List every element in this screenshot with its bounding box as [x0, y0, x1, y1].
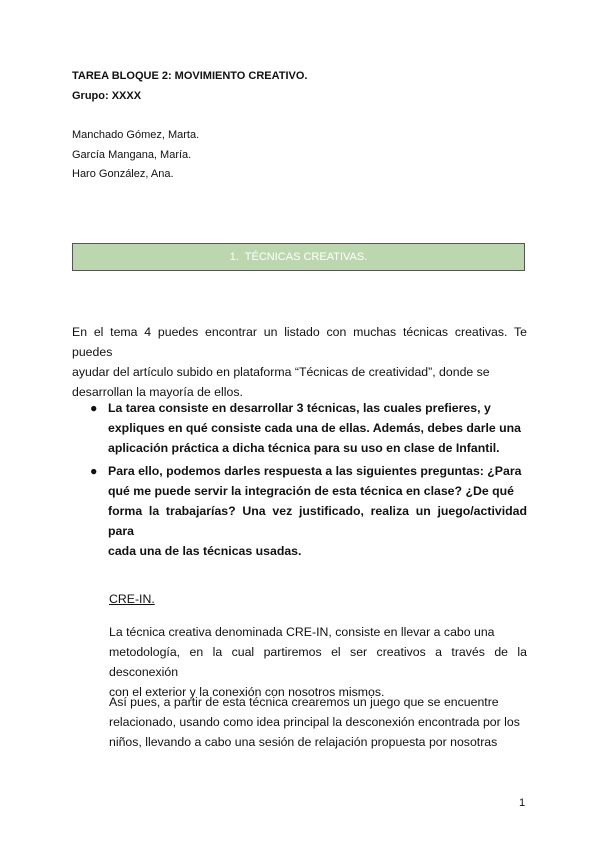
paragraph-line: metodología, en la cual partiremos el ser creativos a través de la desconexión [109, 645, 527, 679]
author-line: Manchado Gómez, Marta. [72, 129, 200, 141]
technique-paragraph [109, 622, 527, 702]
group-label: Grupo: XXXX [72, 90, 142, 102]
intro-line: desarrollan la mayoría de ellos. [72, 385, 243, 399]
bullet-line: Para ello, podemos darles respuesta a las siguientes preguntas: ¿Para [108, 464, 522, 478]
section-heading: 1. TÉCNICAS CREATIVAS. [229, 251, 368, 263]
bullet-item [90, 461, 527, 561]
page-number: 1 [519, 797, 526, 809]
technique-title: CRE-IN. [109, 592, 155, 606]
bullet-dot-icon: ● [90, 464, 98, 478]
technique-paragraph [109, 692, 527, 752]
bullet-line: expliques en qué consiste cada una de ellas. Además, debes darle una [108, 421, 522, 435]
bullet-dot-icon: ● [90, 401, 98, 415]
paragraph-line: Así pues, a partir de esta técnica crearemos un juego que se encuentre [109, 695, 499, 709]
paragraph-line: con el exterior y la conexión con nosotros mismos. [109, 685, 385, 699]
document-title: TAREA BLOQUE 2: MOVIMIENTO CREATIVO. [72, 70, 308, 82]
paragraph-line: La técnica creativa denominada CRE-IN, consiste en llevar a cabo una [109, 625, 495, 639]
author-line: García Mangana, María. [72, 149, 192, 161]
bullet-item [90, 398, 527, 458]
bullet-line: aplicación práctica a dicha técnica para su uso en clase de Infantil. [108, 441, 500, 455]
paragraph-line: niños, llevando a cabo una sesión de relajación propuesta por nosotras [109, 735, 498, 749]
intro-line: ayudar del artículo subido en plataforma “Técnicas de creatividad”, donde se [72, 365, 490, 379]
section-heading-banner [72, 243, 525, 271]
bullet-line: qué me puede servir la integración de esta técnica en clase? ¿De qué [108, 484, 514, 498]
bullet-line: forma la trabajarías? Una vez justificado, realiza un juego/actividad para [108, 504, 527, 538]
author-line: Haro González, Ana. [72, 168, 174, 180]
bullet-line: cada una de las técnicas usadas. [108, 544, 302, 558]
intro-line: En el tema 4 puedes encontrar un listado con muchas técnicas creativas. Te puedes [72, 325, 527, 359]
bullet-line: La tarea consiste en desarrollar 3 técnicas, las cuales prefieres, y [108, 401, 491, 415]
paragraph-line: relacionado, usando como idea principal la desconexión encontrada por los [109, 715, 520, 729]
intro-paragraph [72, 322, 527, 402]
